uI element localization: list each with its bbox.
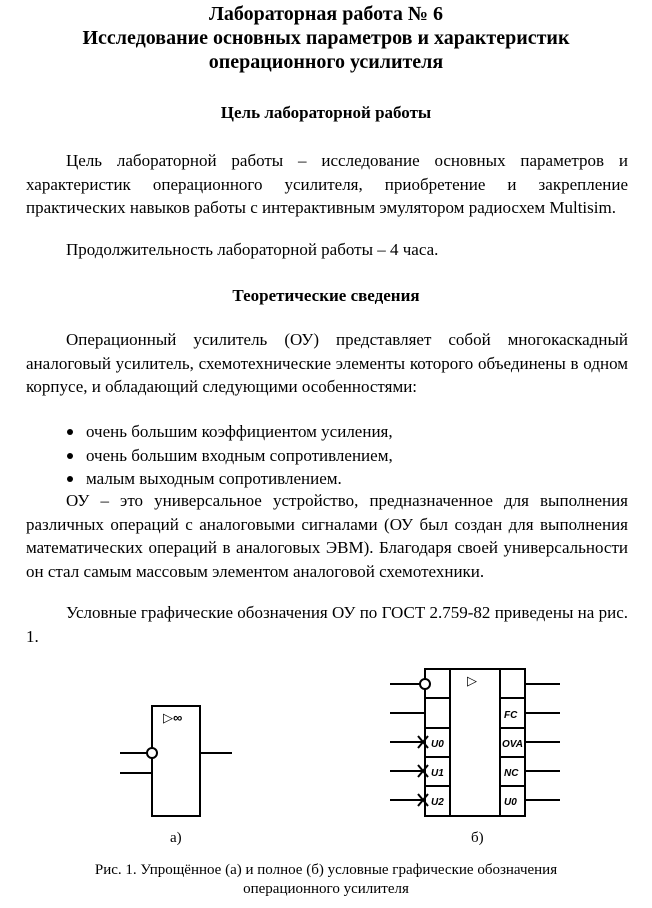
figure-caption-line-2: операционного усилителя	[243, 881, 409, 897]
pin-label-u2: U2	[431, 797, 444, 808]
pin-label-ova: OVA	[502, 739, 523, 750]
pin-label-fc: FC	[504, 710, 518, 721]
theory-heading: Теоретические сведения	[232, 286, 420, 305]
figure-label-b: б)	[471, 830, 484, 846]
duration-paragraph: Продолжительность лабораторной работы – 4 часа.	[66, 240, 439, 259]
title-line-3: операционного усилителя	[208, 51, 444, 73]
opamp-simplified-symbol	[110, 698, 240, 823]
goal-paragraph: Цель лабораторной работы – исследование основных параметров и характеристик операционного усилителя, приобретение и закрепление практических навыков работы с интерактивным эмулятором радиосхем Multisim.	[26, 151, 628, 217]
opamp-symbol-label: ▷∞	[163, 710, 183, 725]
features-list	[66, 420, 393, 491]
universal-paragraph: ОУ – это универсальное устройство, предназначенное для выполнения различных операций с аналоговыми сигналами (ОУ был создан для выполнения математических операций в аналоговых ЭВМ). Благодаря своей универсальности он стал самым массовым элементом аналоговой схемотехники.	[26, 491, 628, 581]
goal-heading: Цель лабораторной работы	[220, 103, 432, 122]
pin-label-u1: U1	[431, 768, 444, 779]
list-item: очень большим входным сопротивлением,	[66, 444, 393, 468]
list-item: малым выходным сопротивлением.	[66, 467, 393, 491]
pin-label-u0-in: U0	[431, 739, 444, 750]
figure-caption-line-1: Рис. 1. Упрощённое (а) и полное (б) условные графические обозначения	[94, 862, 558, 878]
title-line-2: Исследование основных параметров и характеристик	[82, 27, 570, 49]
pin-label-nc: NC	[504, 768, 519, 779]
title-line-1: Лабораторная работа № 6	[208, 3, 444, 25]
opamp-full-symbol	[385, 663, 565, 823]
figure-label-a: а)	[170, 830, 182, 846]
list-item: очень большим коэффициентом усиления,	[66, 420, 393, 444]
theory-intro-paragraph: Операционный усилитель (ОУ) представляет собой многокаскадный аналоговый усилитель, схемотехнические элементы которого объединены в одном корпусе, и обладающий следующими особенностями:	[26, 330, 628, 396]
gost-paragraph: Условные графические обозначения ОУ по ГОСТ 2.759-82 приведены на рис. 1.	[26, 603, 628, 646]
pin-label-u0-out: U0	[504, 797, 517, 808]
opamp-full-symbol-label: ▷	[467, 673, 477, 688]
